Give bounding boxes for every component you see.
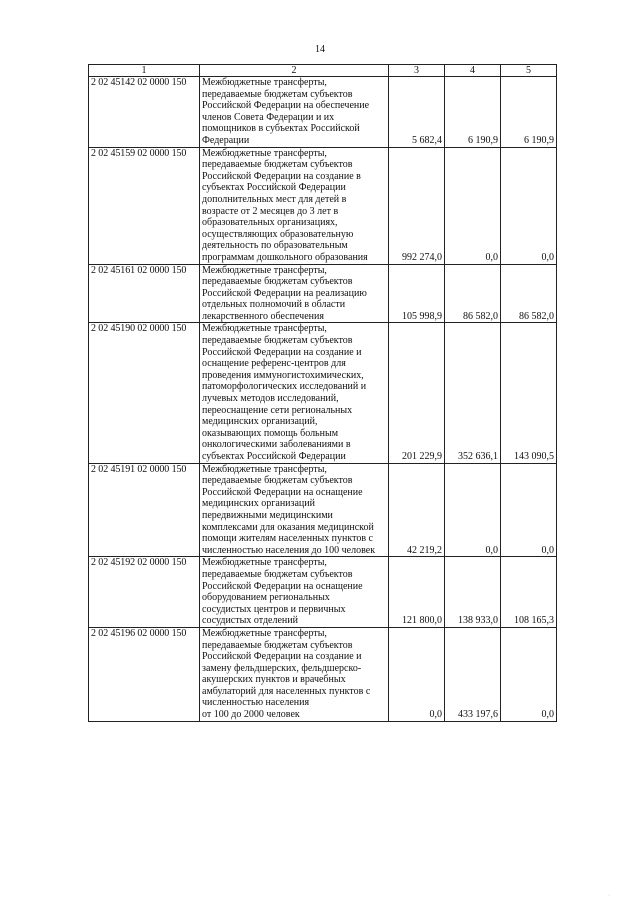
- row-value-col4: 0,0: [445, 463, 501, 557]
- row-value-col5: 0,0: [501, 627, 557, 721]
- table-row: [89, 264, 557, 323]
- table-row: [89, 323, 557, 463]
- table-row: [89, 463, 557, 557]
- row-value-col3: 105 998,9: [389, 264, 445, 323]
- column-header-3: 3: [389, 65, 445, 77]
- column-header-1: 1: [89, 65, 200, 77]
- row-value-col3: 0,0: [389, 627, 445, 721]
- row-code: 2 02 45190 02 0000 150: [89, 323, 200, 463]
- row-code: 2 02 45196 02 0000 150: [89, 627, 200, 721]
- scan-speck: ·: [608, 893, 610, 899]
- row-value-col3: 42 219,2: [389, 463, 445, 557]
- row-value-col4: 352 636,1: [445, 323, 501, 463]
- row-value-col4: 0,0: [445, 147, 501, 264]
- row-description: Межбюджетные трансферты, передаваемые бюджетам субъектов Российской Федерации на создание и замену фельдшерских, фельдшерско- акушерских пунктов и врачебных амбулаторий для населенных пунктов с численностью населения от 100 до 2000 человек: [200, 627, 389, 721]
- row-description: Межбюджетные трансферты, передаваемые бюджетам субъектов Российской Федерации на обеспечение членов Совета Федерации и их помощников в субъектах Российской Федерации: [200, 77, 389, 148]
- table-row: [89, 627, 557, 721]
- table-row: [89, 557, 557, 628]
- row-value-col3: 992 274,0: [389, 147, 445, 264]
- row-value-col3: 121 800,0: [389, 557, 445, 628]
- row-value-col5: 0,0: [501, 463, 557, 557]
- column-header-4: 4: [445, 65, 501, 77]
- row-value-col3: 201 229,9: [389, 323, 445, 463]
- table-row: [89, 147, 557, 264]
- row-code: 2 02 45159 02 0000 150: [89, 147, 200, 264]
- row-code: 2 02 45191 02 0000 150: [89, 463, 200, 557]
- row-value-col5: 108 165,3: [501, 557, 557, 628]
- row-value-col4: 86 582,0: [445, 264, 501, 323]
- row-description: Межбюджетные трансферты, передаваемые бюджетам субъектов Российской Федерации на создание и оснащение референс-центров для проведения иммуногистохимических, патоморфологических исследований и лучевых методов исследований, переоснащение сети региональных медицинских организаций, оказывающих помощь больным онкологическими заболеваниями в субъектах Российской Федерации: [200, 323, 389, 463]
- row-code: 2 02 45161 02 0000 150: [89, 264, 200, 323]
- row-value-col5: 143 090,5: [501, 323, 557, 463]
- column-header-2: 2: [200, 65, 389, 77]
- row-value-col3: 5 682,4: [389, 77, 445, 148]
- row-code: 2 02 45192 02 0000 150: [89, 557, 200, 628]
- table-header-row: [89, 65, 557, 77]
- row-description: Межбюджетные трансферты, передаваемые бюджетам субъектов Российской Федерации на оснащение оборудованием региональных сосудистых центров и первичных сосудистых отделений: [200, 557, 389, 628]
- row-value-col4: 433 197,6: [445, 627, 501, 721]
- column-header-5: 5: [501, 65, 557, 77]
- row-value-col5: 0,0: [501, 147, 557, 264]
- row-value-col5: 86 582,0: [501, 264, 557, 323]
- row-code: 2 02 45142 02 0000 150: [89, 77, 200, 148]
- row-description: Межбюджетные трансферты, передаваемые бюджетам субъектов Российской Федерации на оснащение медицинских организаций передвижными медицинскими комплексами для оказания медицинской помощи жителям населенных пунктов с численностью населения до 100 человек: [200, 463, 389, 557]
- table-row: [89, 77, 557, 148]
- row-value-col4: 6 190,9: [445, 77, 501, 148]
- page-number: 14: [315, 44, 325, 55]
- row-description: Межбюджетные трансферты, передаваемые бюджетам субъектов Российской Федерации на реализацию отдельных полномочий в области лекарственного обеспечения: [200, 264, 389, 323]
- row-description: Межбюджетные трансферты, передаваемые бюджетам субъектов Российской Федерации на создание в субъектах Российской Федерации дополнительных мест для детей в возрасте от 2 месяцев до 3 лет в образовательных организациях, осуществляющих образовательную деятельность по образовательным программам дошкольного образования: [200, 147, 389, 264]
- row-value-col5: 6 190,9: [501, 77, 557, 148]
- row-value-col4: 138 933,0: [445, 557, 501, 628]
- budget-table: [88, 64, 557, 722]
